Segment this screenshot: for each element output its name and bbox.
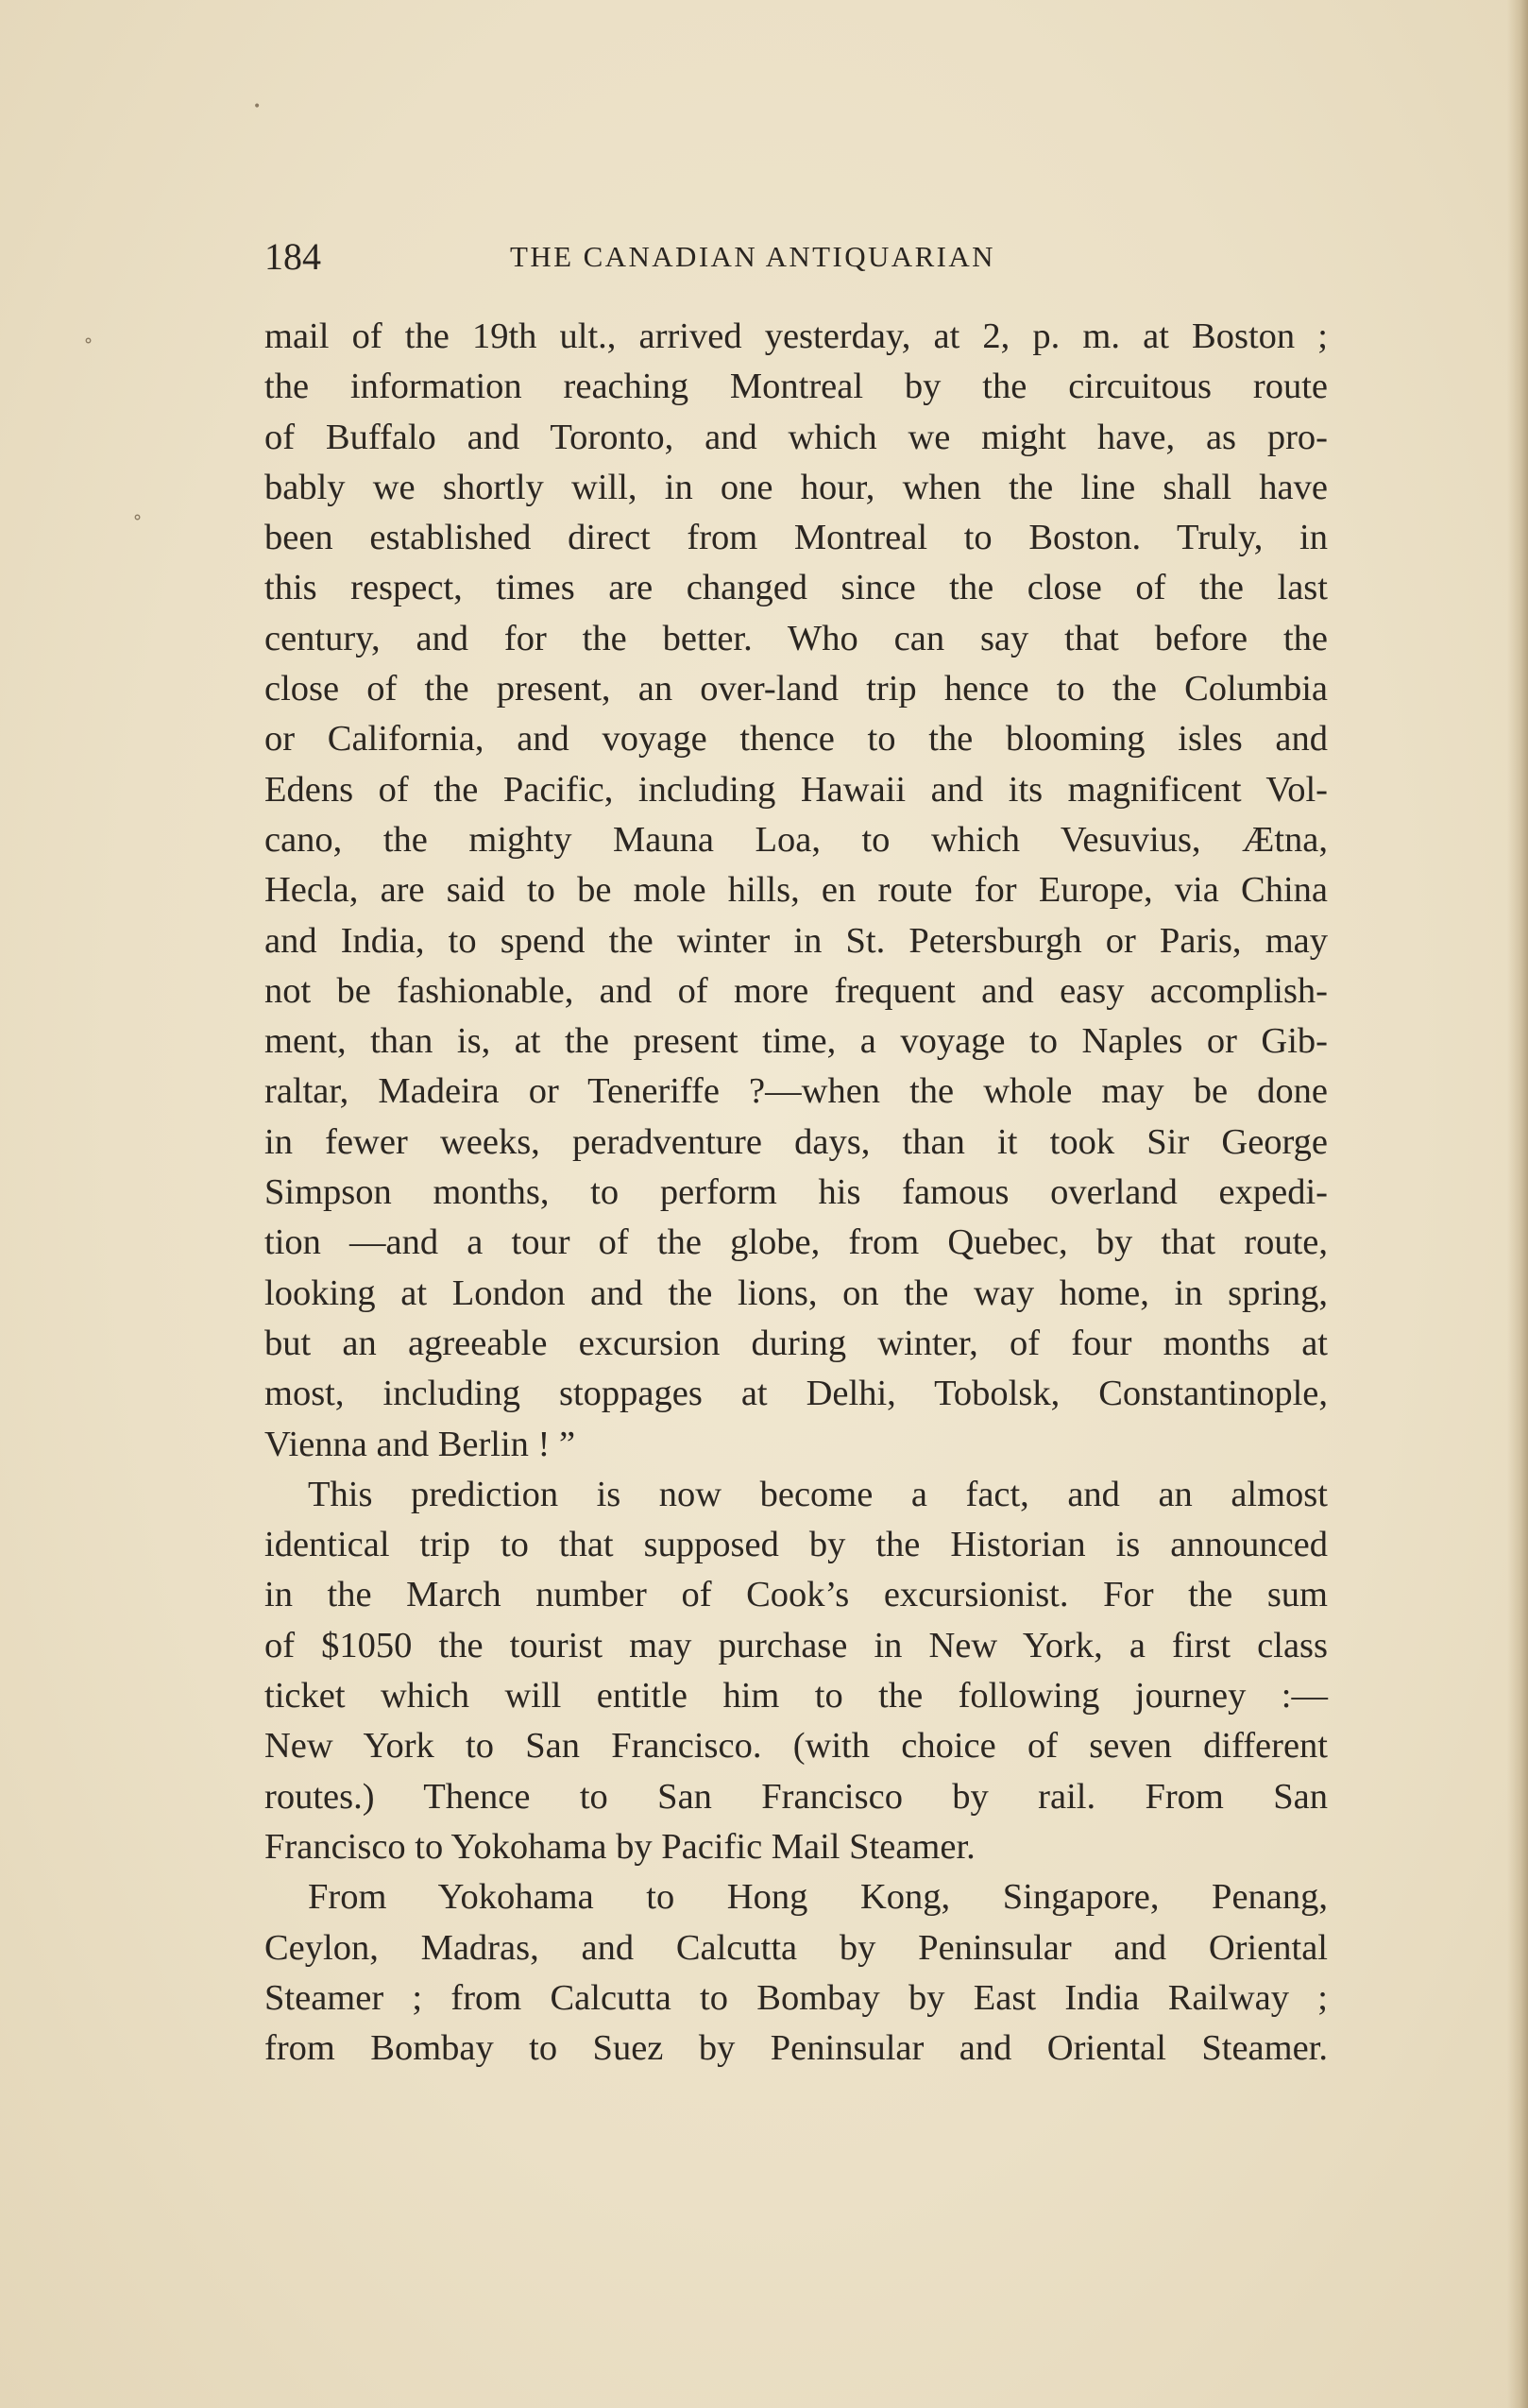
text-line: ticket which will entitle him to the following journey :— [264,1676,1328,1716]
text-line: Francisco to Yokohama by Pacific Mail Steamer. [264,1826,976,1867]
text-line: Edens of the Pacific, including Hawaii and its magnificent Vol- [264,769,1328,810]
text-line: tion —and a tour of the globe, from Quebec, by that route, [264,1222,1328,1263]
text-line: or California, and voyage thence to the blooming isles and [264,719,1328,760]
text-line: and India, to spend the winter in St. Petersburgh or Paris, may [264,920,1328,961]
text-line: mail of the 19th ult., arrived yesterday, at 2, p. m. at Boston ; [264,316,1328,356]
margin-smudge: ˚ [83,338,93,362]
page-number: 184 [264,235,321,278]
body-text [264,312,1328,2074]
text-line: not be fashionable, and of more frequent and easy accomplish- [264,970,1328,1011]
text-line: in fewer weeks, peradventure days, than it took Sir George [264,1121,1328,1162]
text-line: From Yokohama to Hong Kong, Singapore, Penang, [308,1877,1328,1918]
text-line: New York to San Francisco. (with choice of seven different [264,1726,1328,1767]
running-head [264,229,1332,285]
text-line: bably we shortly will, in one hour, when the line shall have [264,467,1328,507]
text-line: from Bombay to Suez by Peninsular and Oriental Steamer. [264,2028,1328,2069]
text-line: this respect, times are changed since the close of the last [264,568,1328,608]
paragraph [264,1872,1328,2074]
paragraph [264,312,1328,1470]
journal-title: THE CANADIAN ANTIQUARIAN [510,240,995,273]
text-line: close of the present, an over-land trip hence to the Columbia [264,669,1328,709]
text-line: This prediction is now become a fact, and an almost [308,1474,1328,1514]
margin-smudge: • [253,99,262,114]
text-line: routes.) Thence to San Francisco by rail. From San [264,1776,1328,1817]
text-line: century, and for the better. Who can say that before the [264,618,1328,658]
text-line: in the March number of Cook’s excursionist. For the sum [264,1575,1328,1615]
text-line: of Buffalo and Toronto, and which we might have, as pro- [264,417,1328,457]
text-line: Steamer ; from Calcutta to Bombay by East India Railway ; [264,1977,1328,2018]
page-edge-shadow [1507,0,1528,2408]
text-line: but an agreeable excursion during winter, of four months at [264,1323,1328,1363]
text-line: of $1050 the tourist may purchase in New York, a first class [264,1625,1328,1665]
text-line: Simpson months, to perform his famous overland expedi- [264,1172,1328,1213]
text-line: raltar, Madeira or Teneriffe ?—when the whole may be done [264,1071,1328,1112]
text-line: been established direct from Montreal to Boston. Truly, in [264,518,1328,558]
text-line: identical trip to that supposed by the Historian is announced [264,1525,1328,1565]
text-line: Vienna and Berlin ! ” [264,1424,576,1464]
text-line: Ceylon, Madras, and Calcutta by Peninsular and Oriental [264,1927,1328,1968]
text-line: the information reaching Montreal by the circuitous route [264,367,1328,407]
text-line: most, including stoppages at Delhi, Tobolsk, Constantinople, [264,1374,1328,1414]
text-line: cano, the mighty Mauna Loa, to which Vesuvius, Ætna, [264,819,1328,860]
text-line: looking at London and the lions, on the way home, in spring, [264,1272,1328,1313]
paragraph [264,1470,1328,1872]
text-line: ment, than is, at the present time, a voyage to Naples or Gib- [264,1021,1328,1062]
margin-smudge: ˚ [132,515,143,538]
text-line: Hecla, are said to be mole hills, en route for Europe, via China [264,870,1328,911]
